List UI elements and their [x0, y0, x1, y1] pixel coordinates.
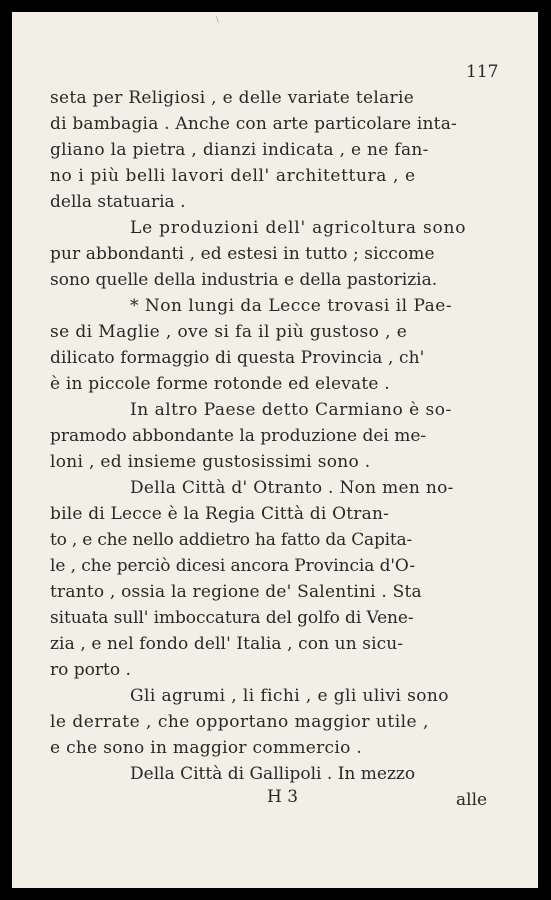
page-text [12, 12, 538, 888]
text-line: le derrate , che opportano maggior utile , [50, 712, 429, 732]
text-line: pur abbondanti , ed estesi in tutto ; siccome [50, 244, 435, 264]
text-line: In altro Paese detto Carmiano è so- [130, 400, 452, 420]
text-line: della statuaria . [50, 192, 186, 212]
text-line: no i più belli lavori dell' architettura , e [50, 166, 416, 186]
text-line: zia , e nel fondo dell' Italia , con un sicu- [50, 634, 404, 654]
text-line: to , e che nello addietro ha fatto da Capita- [50, 530, 413, 550]
text-line: tranto , ossia la regione de' Salentini . Sta [50, 582, 422, 602]
text-line: di bambagia . Anche con arte particolare inta- [50, 114, 457, 134]
book-page [12, 12, 538, 888]
corner-mark: \ [216, 15, 219, 26]
text-line: gliano la pietra , dianzi indicata , e ne fan- [50, 140, 429, 160]
signature-mark: H 3 [267, 787, 299, 807]
text-line: * Non lungi da Lecce trovasi il Pae- [130, 296, 453, 316]
text-line: le , che perciò dicesi ancora Provincia d'O- [50, 556, 416, 576]
page-number: 117 [466, 62, 499, 82]
text-line: Della Città d' Otranto . Non men no- [130, 478, 454, 498]
text-line: sono quelle della industria e della pastorizia. [50, 270, 438, 290]
text-line: situata sull' imboccatura del golfo di Vene- [50, 608, 414, 628]
text-line: seta per Religiosi , e delle variate telarie [50, 88, 415, 108]
text-line: Gli agrumi , li fichi , e gli ulivi sono [130, 686, 449, 706]
text-line: bile di Lecce è la Regia Città di Otran- [50, 504, 390, 524]
text-line: pramodo abbondante la produzione dei me- [50, 426, 427, 446]
text-line: dilicato formaggio di questa Provincia , ch' [50, 348, 425, 368]
text-line: Le produzioni dell' agricoltura sono [130, 218, 467, 238]
text-line: e che sono in maggior commercio . [50, 738, 363, 758]
text-line: loni , ed insieme gustosissimi sono . [50, 452, 371, 472]
text-line: se di Maglie , ove si fa il più gustoso , e [50, 322, 408, 342]
text-line: Della Città di Gallipoli . In mezzo [130, 764, 416, 784]
text-line: ro porto . [50, 660, 131, 680]
text-line: è in piccole forme rotonde ed elevate . [50, 374, 390, 394]
catchword: alle [456, 790, 488, 810]
